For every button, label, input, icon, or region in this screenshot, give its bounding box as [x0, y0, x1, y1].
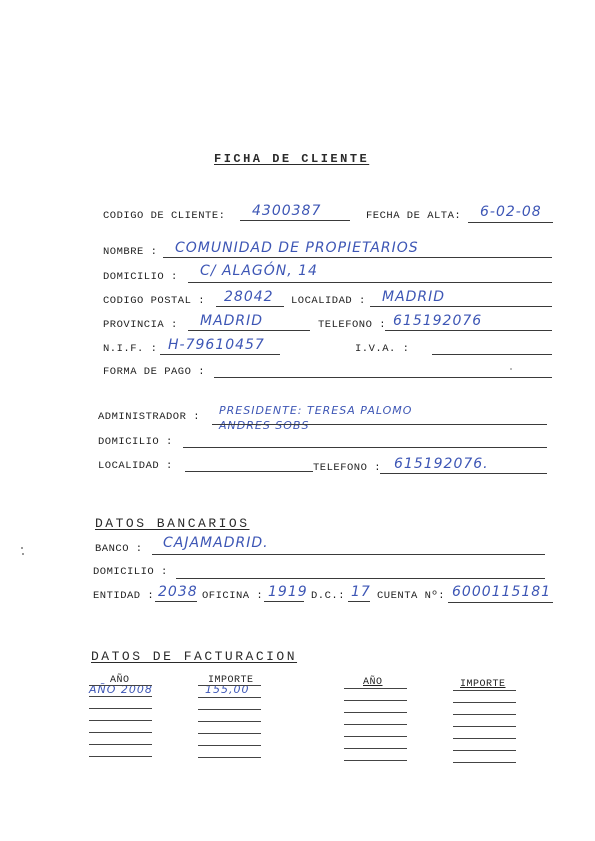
table-line [89, 696, 152, 697]
codigo-postal-label: CODIGO POSTAL : [103, 295, 206, 307]
table-line [198, 697, 261, 698]
table-line [89, 756, 152, 757]
row1-ano-value: AÑO 2008 [89, 683, 153, 696]
col-ano-1: AÑO [110, 675, 130, 686]
dc-label: D.C.: [311, 590, 346, 602]
telefono-label: TELEFONO : [318, 319, 387, 331]
administrador-value-1: PRESIDENTE: TERESA PALOMO [219, 404, 413, 417]
entidad-value: 2038 [158, 584, 198, 600]
nif-label: N.I.F. : [103, 343, 158, 355]
fecha-alta-value: 6-02-08 [480, 204, 542, 220]
admin-localidad-label: LOCALIDAD : [98, 460, 173, 472]
table-line [453, 738, 516, 739]
oficina-label: OFICINA : [202, 590, 264, 602]
oficina-line [264, 601, 304, 602]
table-line [198, 733, 261, 734]
banco-line [152, 554, 545, 555]
forma-pago-label: FORMA DE PAGO : [103, 366, 206, 378]
entidad-line [155, 601, 197, 602]
provincia-label: PROVINCIA : [103, 319, 178, 331]
table-line [344, 700, 407, 701]
table-line [198, 709, 261, 710]
codigo-postal-line [216, 306, 284, 307]
table-line [89, 720, 152, 721]
table-line [344, 760, 407, 761]
iva-line [432, 354, 552, 355]
dc-line [348, 601, 370, 602]
oficina-value: 1919 [268, 584, 308, 600]
admin-telefono-value: 615192076. [394, 456, 489, 472]
table-line [198, 745, 261, 746]
admin-domicilio-label: DOMICILIO : [98, 436, 173, 448]
scan-speck [22, 553, 24, 555]
banco-label: BANCO : [95, 543, 143, 555]
table-line [89, 744, 152, 745]
col-importe-1: IMPORTE [208, 675, 254, 686]
table-line [453, 714, 516, 715]
fecha-alta-label: FECHA DE ALTA: [366, 210, 462, 222]
iva-label: I.V.A. : [355, 343, 410, 355]
provincia-value: MADRID [200, 313, 264, 329]
datos-facturacion-heading: DATOS DE FACTURACION [91, 649, 298, 664]
cuenta-line [448, 602, 553, 603]
cuenta-value: 6000115181 [452, 584, 552, 600]
table-line [89, 708, 152, 709]
codigo-cliente-label: CODIGO DE CLIENTE: [103, 210, 226, 222]
admin-localidad-line [185, 471, 313, 472]
table-line [453, 726, 516, 727]
datos-bancarios-heading: DATOS BANCARIOS [95, 516, 250, 531]
codigo-cliente-value: 4300387 [252, 203, 322, 219]
domicilio-line [188, 282, 552, 283]
col-importe-2: IMPORTE [460, 679, 506, 690]
table-line [344, 724, 407, 725]
codigo-cliente-line [240, 220, 350, 221]
domicilio-value: C/ ALAGÓN, 14 [200, 263, 318, 279]
fecha-alta-line [468, 222, 553, 223]
bancarios-domicilio-line [176, 578, 545, 579]
nombre-value: COMUNIDAD DE PROPIETARIOS [175, 240, 419, 256]
domicilio-label: DOMICILIO : [103, 271, 178, 283]
bancarios-domicilio-label: DOMICILIO : [93, 566, 168, 578]
administrador-line [212, 424, 547, 425]
telefono-line [385, 330, 552, 331]
provincia-line [188, 330, 310, 331]
admin-domicilio-line [183, 447, 547, 448]
row1-importe-value: 155,00 [205, 683, 250, 696]
telefono-value: 615192076 [393, 313, 483, 329]
form-title: FICHA DE CLIENTE [214, 152, 370, 166]
localidad-label: LOCALIDAD : [291, 295, 366, 307]
forma-pago-line [214, 377, 552, 378]
cuenta-label: CUENTA Nº: [377, 590, 446, 602]
localidad-line [370, 306, 552, 307]
table-line [344, 712, 407, 713]
table-line [89, 732, 152, 733]
table-line [453, 750, 516, 751]
table-line [453, 690, 516, 691]
dc-value: 17 [351, 584, 371, 600]
nombre-line [163, 257, 552, 258]
administrador-value-2: ANDRES SOBS [219, 419, 310, 432]
administrador-label: ADMINISTRADOR : [98, 411, 201, 423]
admin-telefono-label: TELEFONO : [313, 462, 382, 474]
entidad-label: ENTIDAD : [93, 590, 155, 602]
table-line [344, 688, 407, 689]
table-line [198, 685, 261, 686]
localidad-value: MADRID [382, 289, 446, 305]
table-line [453, 702, 516, 703]
nif-value: H-79610457 [168, 337, 265, 353]
table-line [344, 736, 407, 737]
col-ano-2: AÑO [363, 677, 383, 688]
nombre-label: NOMBRE : [103, 246, 158, 258]
table-line [198, 757, 261, 758]
table-line [198, 721, 261, 722]
table-line [89, 685, 152, 686]
table-line [453, 762, 516, 763]
banco-value: CAJAMADRID. [163, 535, 269, 551]
admin-telefono-line [380, 473, 547, 474]
scan-speck [21, 547, 23, 549]
codigo-postal-value: 28042 [224, 289, 274, 305]
nif-line [160, 354, 280, 355]
scan-speck [510, 368, 512, 370]
table-line [344, 748, 407, 749]
